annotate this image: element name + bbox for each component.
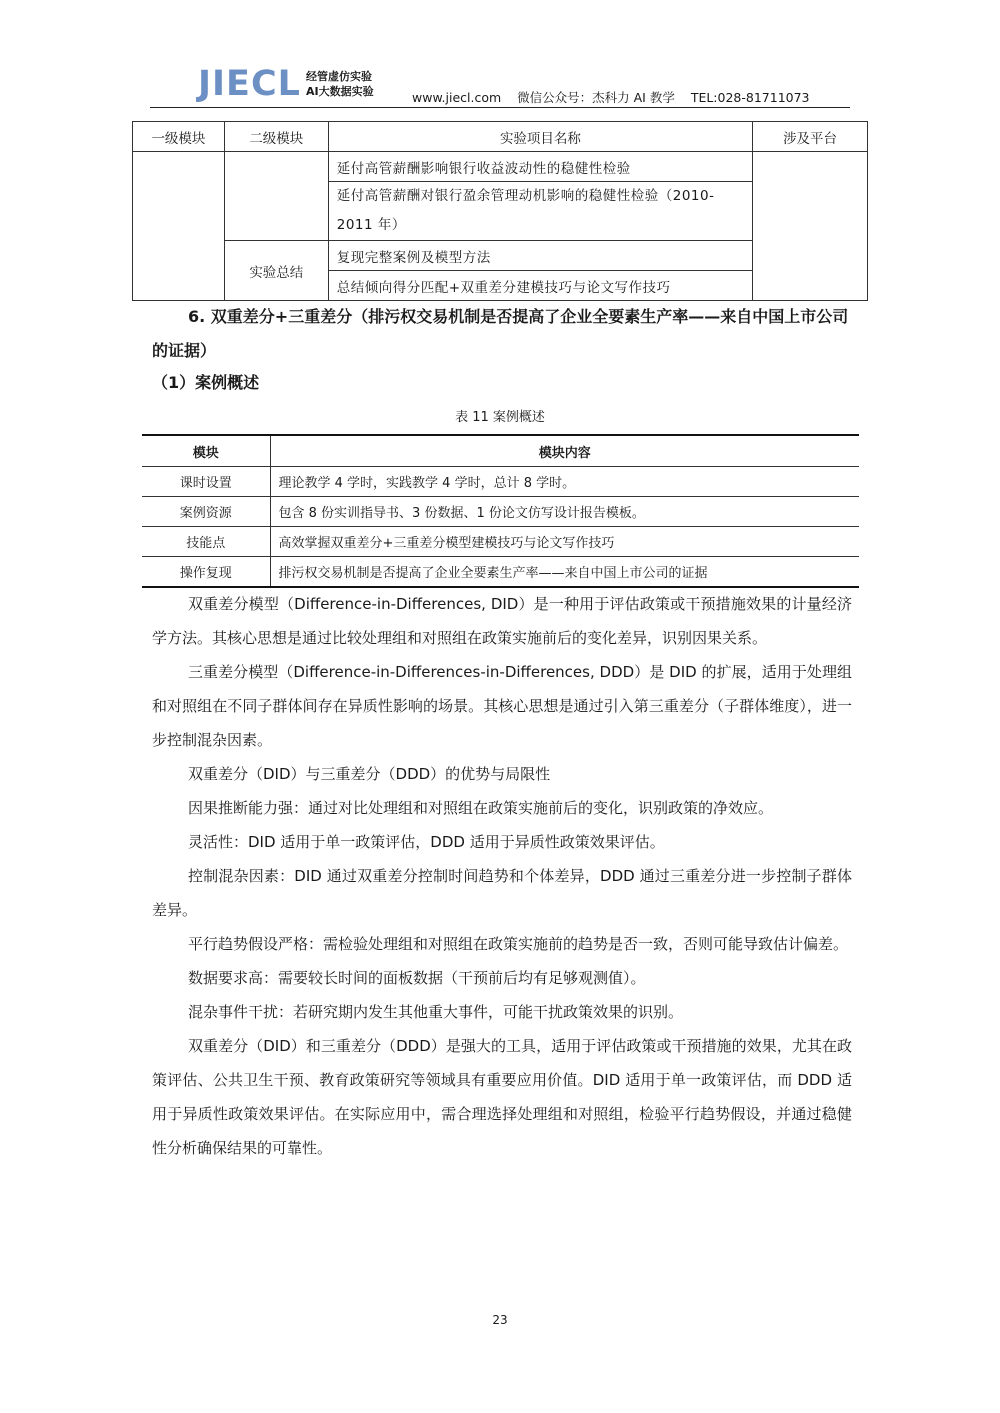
module-cell: 课时设置 — [142, 467, 270, 497]
header-tel: TEL:028-81711073 — [690, 90, 810, 105]
paragraph-data-requirement: 数据要求高：需要较长时间的面板数据（干预前后均有足够观测值）。 — [188, 969, 646, 987]
content-cell: 理论教学 4 学时，实践教学 4 学时，总计 8 学时。 — [270, 467, 859, 497]
page-header — [150, 62, 850, 108]
table-header-row — [142, 435, 859, 467]
level2-cell-empty — [224, 152, 328, 241]
header-wechat: 微信公众号：杰科力 AI 教学 — [517, 90, 675, 105]
col-header-content: 模块内容 — [270, 435, 859, 467]
paragraph-causal: 因果推断能力强：通过对比处理组和对照组在政策实施前后的变化，识别政策的净效应。 — [188, 799, 774, 817]
project-cell: 复现完整案例及模型方法 — [328, 241, 752, 271]
section-heading: 6. 双重差分+三重差分（排污权交易机制是否提高了企业全要素生产率——来自中国上市公司的证据） — [152, 307, 849, 360]
paragraph-parallel-trend: 平行趋势假设严格：需检验处理组和对照组在政策实施前的趋势是否一致，否则可能导致估计偏差。 — [188, 935, 849, 953]
module-cell: 技能点 — [142, 527, 270, 557]
table-header-row — [133, 122, 868, 152]
platform-cell-empty — [753, 152, 868, 301]
paragraph-confounding-events: 混杂事件干扰：若研究期内发生其他重大事件，可能干扰政策效果的识别。 — [188, 1003, 684, 1021]
paragraph-flexibility: 灵活性：DID 适用于单一政策评估，DDD 适用于异质性政策效果评估。 — [188, 833, 665, 851]
module-cell: 案例资源 — [142, 497, 270, 527]
body-text — [152, 587, 852, 1165]
table-row — [142, 467, 859, 497]
col-header-level1: 一级模块 — [133, 122, 225, 152]
content-cell: 包含 8 份实训指导书、3 份数据、1 份论文仿写设计报告模板。 — [270, 497, 859, 527]
content-cell: 高效掌握双重差分+三重差分模型建模技巧与论文写作技巧 — [270, 527, 859, 557]
header-divider — [150, 107, 850, 108]
table-row — [142, 557, 859, 588]
logo-subtitle-line-1: 经管虚仿实验 — [306, 70, 372, 83]
col-header-project: 实验项目名称 — [328, 122, 752, 152]
paragraph-confounders: 控制混杂因素：DID 通过双重差分控制时间趋势和个体差异，DDD 通过三重差分进一步控制子群体差异。 — [152, 867, 852, 919]
jiecl-logo: JIECL — [198, 64, 301, 104]
logo-subtitle — [306, 69, 374, 99]
paragraph-advantages-title: 双重差分（DID）与三重差分（DDD）的优势与局限性 — [188, 765, 551, 783]
project-cell: 延付高管薪酬对银行盈余管理动机影响的稳健性检验（2010-2011 年） — [328, 182, 752, 241]
level1-cell-empty — [133, 152, 225, 301]
content-cell: 排污权交易机制是否提高了企业全要素生产率——来自中国上市公司的证据 — [270, 557, 859, 588]
col-header-level2: 二级模块 — [224, 122, 328, 152]
table-caption: 表 11 案例概述 — [455, 410, 545, 425]
page-number: 23 — [492, 1313, 508, 1327]
summary-module-cell: 实验总结 — [224, 241, 328, 301]
paragraph-conclusion: 双重差分（DID）和三重差分（DDD）是强大的工具，适用于评估政策或干预措施的效果，尤其在政策评估、公共卫生干预、教育政策研究等领域具有重要应用价值。DID 适用于单一政策评估，而 DDD 适用于异质性政策效果评估。在实际应用中，需合理选择处理组和对照组，检验平行趋势假设，并通过稳健性分析确保结果的可靠性。 — [152, 1037, 852, 1157]
project-cell: 总结倾向得分匹配+双重差分建模技巧与论文写作技巧 — [328, 271, 752, 301]
module-cell: 操作复现 — [142, 557, 270, 588]
project-cell: 延付高管薪酬影响银行收益波动性的稳健性检验 — [328, 152, 752, 182]
col-header-module: 模块 — [142, 435, 270, 467]
table-row — [142, 497, 859, 527]
header-website: www.jiecl.com — [412, 90, 502, 105]
col-header-platform: 涉及平台 — [753, 122, 868, 152]
paragraph-ddd: 三重差分模型（Difference-in-Differences-in-Differences, DDD）是 DID 的扩展，适用于处理组和对照组在不同子群体间存在异质性影响的场景。其核心思想是通过引入第三重差分（子群体维度），进一步控制混杂因素。 — [152, 663, 852, 749]
table-row — [133, 152, 868, 182]
paragraph-did: 双重差分模型（Difference-in-Differences, DID）是一种用于评估政策或干预措施效果的计量经济学方法。其核心思想是通过比较处理组和对照组在政策实施前后的变化差异，识别因果关系。 — [152, 595, 852, 647]
subsection-heading: （1）案例概述 — [152, 373, 260, 392]
table-row — [142, 527, 859, 557]
logo-subtitle-line-2: AI大数据实验 — [306, 85, 374, 98]
experiment-table — [132, 121, 868, 301]
header-contact-info — [412, 88, 822, 106]
case-overview-table — [142, 434, 859, 588]
